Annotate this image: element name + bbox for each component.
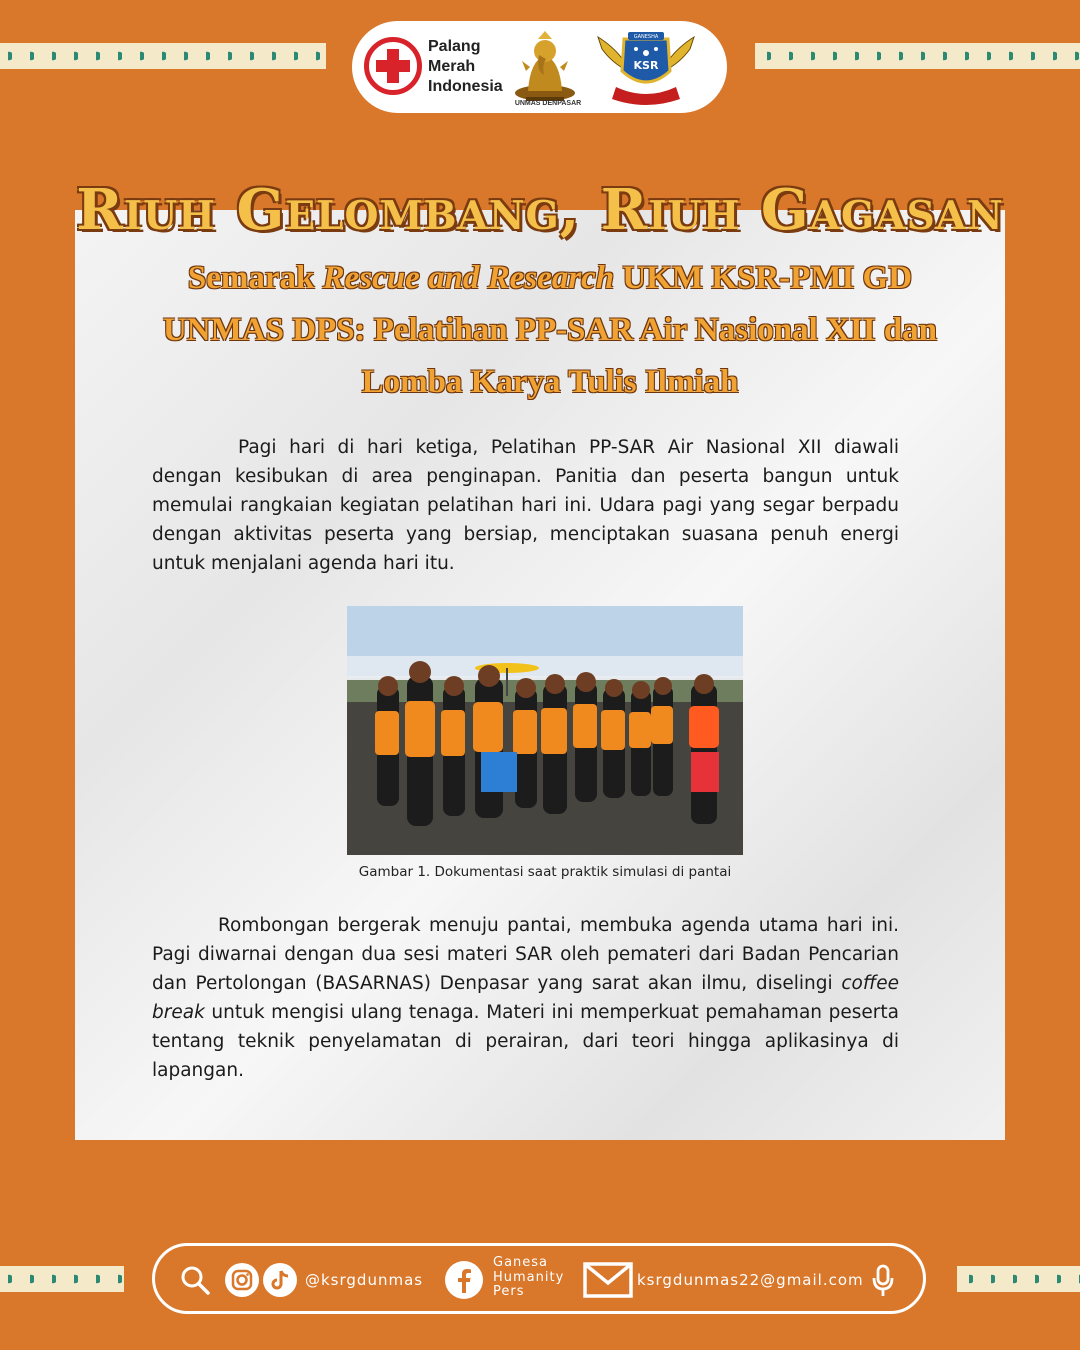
ksr-banner: GANESHA	[633, 34, 659, 40]
ornament-bottom-right	[957, 1266, 1080, 1292]
logo-banner	[352, 21, 727, 113]
ornament-top-left	[0, 43, 326, 69]
ganesha-logo-icon	[508, 31, 582, 107]
subtitle: Semarak Rescue and Research UKM KSR-PMI GD UNMAS DPS: Pelatihan PP-SAR Air Nasional XII dan Lomba Karya Tulis Ilmiah	[162, 260, 938, 400]
ornament-top-right	[755, 43, 1080, 69]
search-icon[interactable]	[179, 1264, 211, 1296]
ornament-bottom-left	[0, 1266, 124, 1292]
facebook-icon[interactable]	[445, 1261, 483, 1299]
microphone-icon[interactable]	[871, 1264, 895, 1298]
beach-training-photo	[347, 606, 743, 855]
ksr-label: KSR	[633, 59, 659, 72]
pmi-name: Palang Merah Indonesia	[428, 38, 503, 95]
social-handle[interactable]: @ksrgdunmas	[305, 1271, 424, 1289]
paragraph-2: Rombongan bergerak menuju pantai, membuka agenda utama hari ini. Pagi diwarnai dengan dua sesi materi SAR oleh pemateri dari Badan Pencarian dan Pertolongan (BASARNAS) Denpasar yang sarat akan ilmu, diselingi coffee break untuk mengisi ulang tenaga. Materi ini memperkuat pemahaman peserta tentang teknik penyelamatan di perairan, dari teori hingga aplikasinya di lapangan.	[152, 915, 899, 1081]
instagram-icon[interactable]	[225, 1263, 259, 1297]
page-title: Riuh Gelombang, Riuh Gagasan	[76, 177, 1004, 243]
paragraph-1: Pagi hari di hari ketiga, Pelatihan PP-SAR Air Nasional XII diawali dengan kesibukan di area penginapan. Panitia dan peserta bangun untuk memulai rangkaian kegiatan pelatihan hari ini. Udara pagi yang segar berpadu dengan aktivitas peserta yang bersiap, menciptakan suasana penuh energi untuk menjalani agenda hari itu.	[152, 437, 899, 574]
mail-icon[interactable]	[583, 1262, 633, 1298]
footer-contact-bar	[152, 1243, 926, 1314]
figure-caption: Gambar 1. Dokumentasi saat praktik simulasi di pantai	[358, 864, 732, 880]
ganesha-caption: UNMAS DENPASAR	[514, 100, 582, 107]
facebook-page-name[interactable]: Ganesa Humanity Pers	[493, 1255, 565, 1299]
tiktok-icon[interactable]	[263, 1263, 297, 1297]
email-address[interactable]: ksrgdunmas22@gmail.com	[637, 1271, 864, 1289]
ksr-emblem-icon	[594, 27, 698, 109]
pmi-logo-icon	[364, 37, 422, 95]
